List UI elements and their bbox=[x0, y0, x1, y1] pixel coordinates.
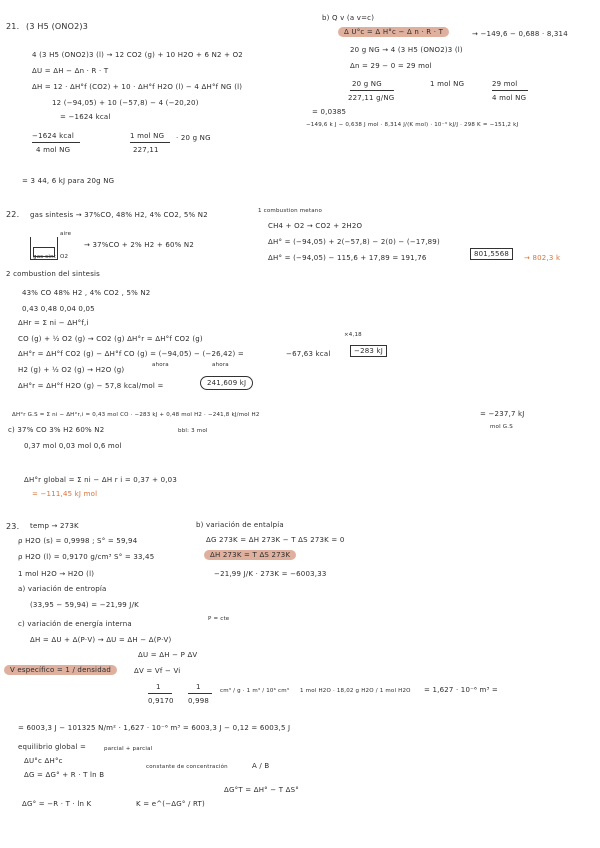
vol-frac1-den: 0,9170 bbox=[148, 697, 174, 705]
equilibrium-label: equilibrio global = bbox=[18, 743, 87, 751]
global-dh-result: = −111,45 kJ mol bbox=[32, 490, 98, 498]
right-long-calc: −149,6 k J − 0,638 J mol · 8,314 J/(K mol) · 10⁻³ kJ/J · 298 K = −151,2 kJ bbox=[306, 122, 519, 128]
air-label: aire bbox=[60, 231, 72, 237]
right-line-2: Δn = 29 − 0 = 29 mol bbox=[350, 62, 432, 70]
gibbs-equation: ΔG 273K = ΔH 273K − T ΔS 273K = 0 bbox=[206, 536, 345, 544]
vol-frac2-den: 0,998 bbox=[188, 697, 210, 705]
gas-sum-result: = −237,7 kJ bbox=[480, 410, 525, 418]
delta-hr-box bbox=[350, 347, 387, 356]
specific-volume-highlight bbox=[4, 666, 117, 675]
moles: 1 mol H2O → H2O (l) bbox=[18, 570, 95, 578]
part-a-calc: (33,95 − 59,94) = −21,99 J/K bbox=[30, 601, 139, 609]
h2-equation: H2 (g) + ½ O2 (g) → H2O (g) bbox=[18, 366, 125, 374]
equilibrium-constant: K = e^(−ΔG° / RT) bbox=[136, 800, 205, 808]
part-a-label: a) variación de entropía bbox=[18, 585, 107, 593]
delta-hr-definition: ΔHr = Σ ni − ΔH°f,i bbox=[18, 319, 89, 327]
temperature: temp → 273K bbox=[30, 522, 79, 530]
delta-hr-value: −67,63 kcal bbox=[286, 350, 331, 358]
delta-symbols: ΔU°c ΔH°c bbox=[24, 757, 63, 765]
right-frac1-den: 227,11 g/NG bbox=[348, 94, 395, 102]
boxed-kj: −283 kJ bbox=[350, 345, 387, 357]
right-frac1-num: 20 g NG bbox=[352, 80, 382, 88]
problem-21-answer: = 3 44, 6 kJ para 20g NG bbox=[22, 177, 115, 185]
part-c-eq1: ΔH = ΔU + Δ(P·V) → ΔU = ΔH − Δ(P·V) bbox=[30, 636, 172, 644]
standard-gibbs: ΔG° = −R · T · ln K bbox=[22, 800, 92, 808]
part-b-enthalpy-label: b) variación de entalpía bbox=[196, 521, 284, 529]
part-c-basis: bbl: 3 mol bbox=[178, 428, 208, 434]
diagram-sub: O2 bbox=[60, 254, 69, 260]
conversion-note: ×4,18 bbox=[344, 332, 362, 338]
density-ice: ρ H2O (s) = 0,9998 ; S° = 59,94 bbox=[18, 537, 138, 545]
delta-v: ΔV = Vf − Vi bbox=[134, 667, 181, 675]
enthalpy-highlight bbox=[204, 551, 296, 560]
boxed-value: 801,5568 bbox=[470, 248, 513, 260]
volume-units: cm³ / g · 1 m³ / 10⁶ cm³ bbox=[220, 688, 290, 694]
mid-fraction-numerator: 1 mol NG bbox=[130, 132, 165, 140]
delta-hr-calc: ΔH°r = ΔH°f CO2 (g) − ΔH°f CO (g) = (−94,05) − (−26,42) = bbox=[18, 350, 244, 358]
internal-energy-result: = 6003,3 J − 101325 N/m² · 1,627 · 10⁻⁶ m³ = 6003,3 J − 0,12 = 6003,5 J bbox=[18, 724, 291, 732]
syngas-composition: gas sintesis → 37%CO, 48% H2, 4% CO2, 5% N2 bbox=[30, 211, 208, 219]
delta-u-equation: ΔU = ΔH − Δn · R · T bbox=[32, 67, 109, 75]
part-c-composition: c) 37% CO 3% H2 60% N2 bbox=[8, 426, 105, 434]
combustion-dh: ΔH° = (−94,05) + 2(−57,8) − 2(0) − (−17,89) bbox=[268, 238, 440, 246]
h2-delta-h: ΔH°r = ΔH°f H2O (g) − 57,8 kcal/mol = bbox=[18, 382, 164, 390]
diagram-label: gas sint bbox=[33, 254, 57, 260]
part-c-eq2: ΔU = ΔH − P ΔV bbox=[138, 651, 198, 659]
problem-22-number: 22. bbox=[6, 210, 20, 219]
right-frac3-den: 4 mol NG bbox=[492, 94, 527, 102]
concentration-note: constante de concentración bbox=[146, 764, 228, 770]
right-frac2: 1 mol NG bbox=[430, 80, 465, 88]
problem-23-number: 23. bbox=[6, 522, 20, 531]
global-dh-line: ΔH°r global = Σ ni − ΔH r i = 0,37 + 0,03 bbox=[24, 476, 177, 484]
reaction-equation: 4 (3 H5 (ONO2)3 (l) → 12 CO2 (g) + 10 H2O + 6 N2 + O2 bbox=[32, 51, 243, 59]
gas-sum-unit: mol G.S bbox=[490, 424, 513, 430]
delta-h-result: = −1624 kcal bbox=[60, 113, 111, 121]
fraction-numerator: −1624 kcal bbox=[32, 132, 75, 140]
gibbs-isotherm: ΔG = ΔG° + R · T ln B bbox=[24, 771, 105, 779]
fraction-denominator: 4 mol NG bbox=[36, 146, 71, 154]
vol-frac2-num: 1 bbox=[196, 683, 201, 691]
fraction-result: · 20 g NG bbox=[176, 134, 211, 142]
part-b-highlight bbox=[338, 28, 449, 37]
density-water: ρ H2O (l) = 0,9170 g/cm³ S° = 33,45 bbox=[18, 553, 155, 561]
volume-moles: 1 mol H2O · 18,02 g H2O / 1 mol H2O bbox=[300, 688, 411, 694]
gas-sum-line: ΔH°r G.S = Σ ni − ΔH°r,i = 0,43 mol CO · −283 kJ + 0,48 mol H2 · −241,8 kJ/mol H2 bbox=[12, 412, 260, 418]
delta-h-calc: 12 (−94,05) + 10 (−57,8) − 4 (−20,20) bbox=[52, 99, 199, 107]
products-line: → 37%CO + 2% H2 + 60% N2 bbox=[84, 241, 194, 249]
fractions-values: 0,43 0,48 0,04 0,05 bbox=[22, 305, 95, 313]
constant-pressure-note: P = cte bbox=[208, 616, 230, 622]
enthalpy-formula: ΔH 273K = T ΔS 273K bbox=[204, 550, 296, 560]
note-ahora-2: ahora bbox=[212, 362, 229, 368]
combustion-box bbox=[470, 250, 513, 259]
mid-fraction-denominator: 227,11 bbox=[133, 146, 159, 154]
equilibrium-parts: parcial + parcial bbox=[104, 746, 153, 752]
specific-volume-formula: V específico = 1 / densidad bbox=[4, 665, 117, 675]
enthalpy-result: −21,99 J/K · 273K = −6003,33 bbox=[214, 570, 327, 578]
combustion-equation: CH4 + O2 → CO2 + 2H2O bbox=[268, 222, 363, 230]
right-frac3-num: 29 mol bbox=[492, 80, 518, 88]
right-small: = 0,0385 bbox=[312, 108, 347, 116]
combustion-header: 1 combustion metano bbox=[258, 208, 323, 214]
part-c-label: c) variación de energía interna bbox=[18, 620, 132, 628]
highlighted-equation: Δ U°c = Δ H°c − Δ n · R · T bbox=[338, 27, 449, 37]
section-2-header: 2 combustion del sintesis bbox=[6, 270, 101, 278]
combustion-dh-calc: ΔH° = (−94,05) − 115,6 + 17,89 = 191,76 bbox=[268, 254, 427, 262]
circled-value: 241,609 kJ bbox=[200, 376, 253, 390]
note-ahora-1: ahora bbox=[152, 362, 169, 368]
volume-result: = 1,627 · 10⁻⁶ m³ = bbox=[424, 686, 498, 694]
vol-frac1-num: 1 bbox=[156, 683, 161, 691]
fractions-line: 43% CO 48% H2 , 4% CO2 , 5% N2 bbox=[22, 289, 151, 297]
part-c-values: 0,37 mol 0,03 mol 0,6 mol bbox=[24, 442, 122, 450]
co-equation: CO (g) + ½ O2 (g) → CO2 (g) ΔH°r = ΔH°f CO2 (g) bbox=[18, 335, 203, 343]
problem-21-number: 21. bbox=[6, 22, 20, 31]
gibbs-temperature: ΔG°T = ΔH° − T ΔS° bbox=[224, 786, 300, 794]
part-b-label: b) Q v (a v=c) bbox=[322, 14, 375, 22]
delta-h-equation: ΔH = 12 · ΔH°f (CO2) + 10 · ΔH°f H2O (l) − 4 ΔH°f NG (l) bbox=[32, 83, 243, 91]
ratio-a-b: A / B bbox=[252, 762, 270, 770]
problem-21-title: (3 H5 (ONO2)3 bbox=[26, 22, 89, 31]
combustion-result: → 802,3 k bbox=[524, 254, 561, 262]
h2-oval bbox=[200, 379, 253, 388]
part-b-result: → −149,6 − 0,688 · 8,314 bbox=[472, 30, 568, 38]
right-line-1: 20 g NG → 4 (3 H5 (ONO2)3 (l) bbox=[350, 46, 463, 54]
